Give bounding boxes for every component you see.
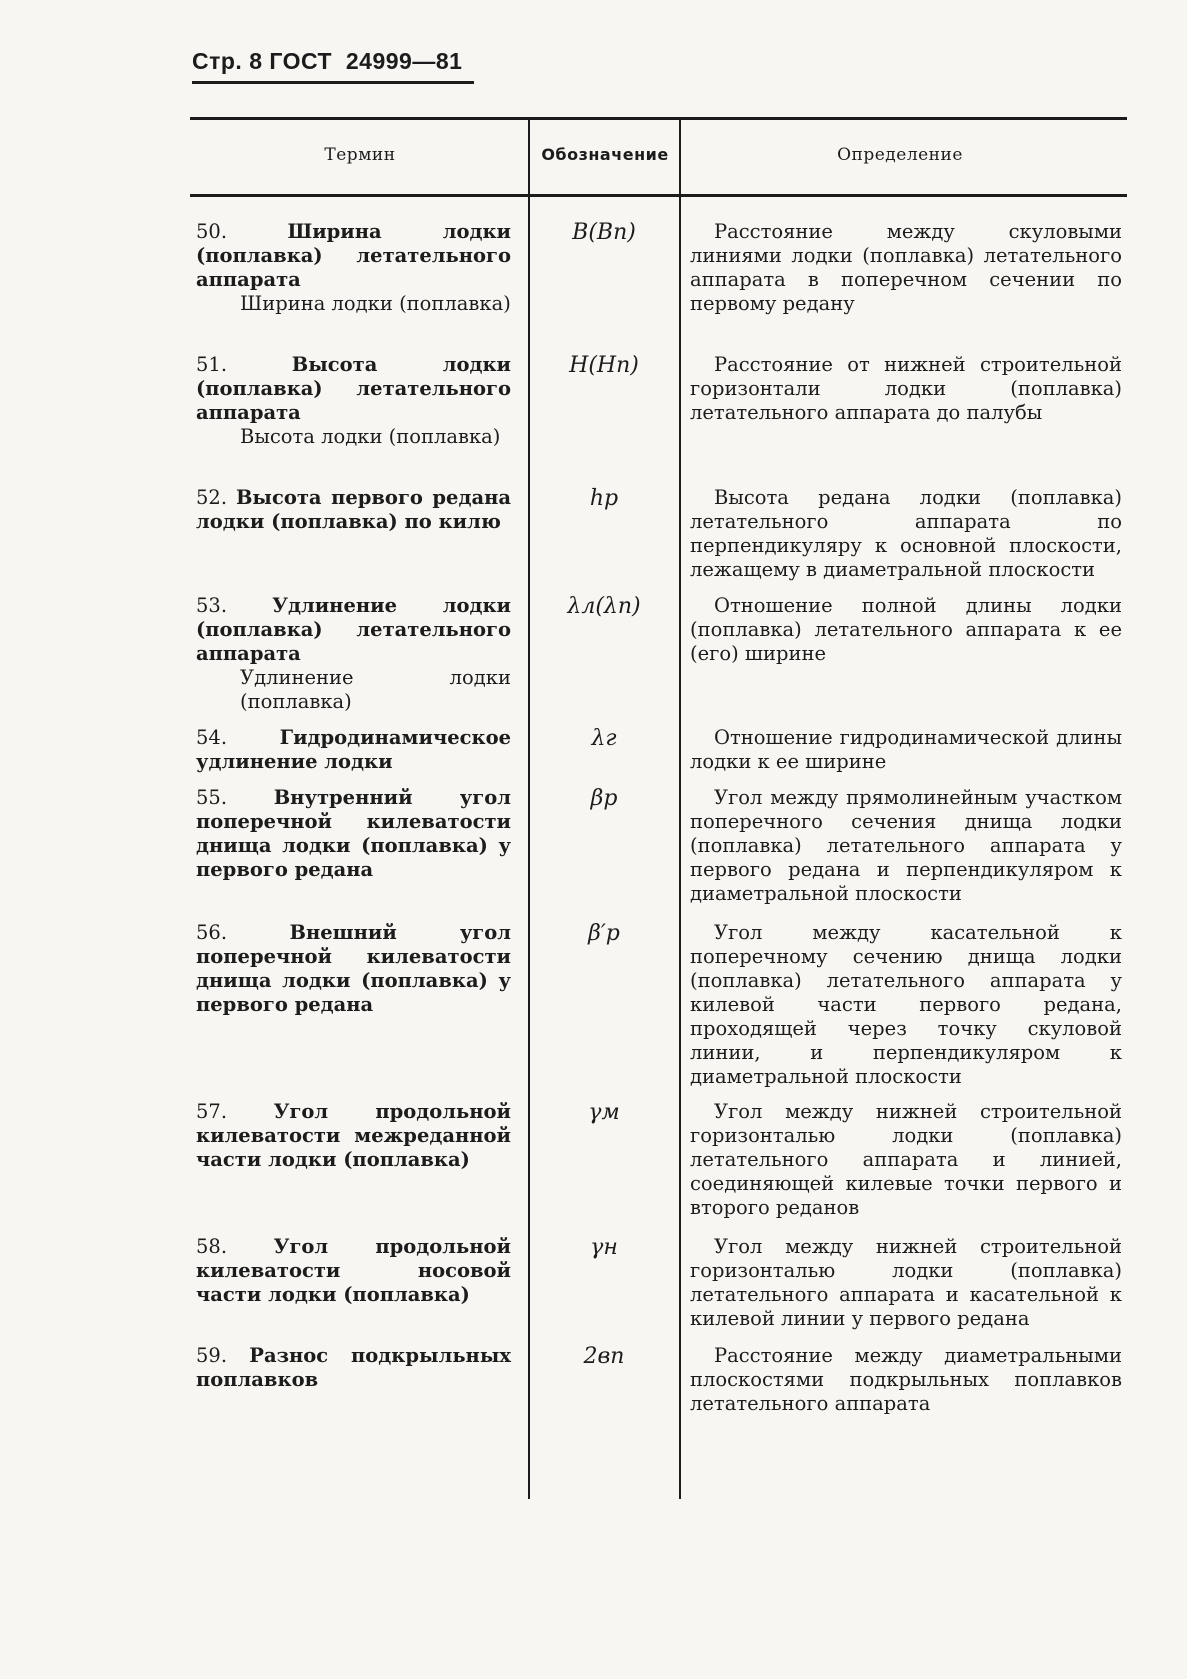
- term-number: 57.: [196, 1100, 228, 1123]
- term-number: 54.: [196, 726, 228, 749]
- table-top-rule: [190, 117, 1127, 120]
- term-number: 51.: [196, 353, 228, 376]
- symbol-cell: B(Bп): [572, 220, 636, 245]
- symbol-cell: λл(λп): [567, 594, 641, 619]
- definition-cell: Угол между нижней строительной горизонталью лодки (поплавка) летательного аппарата и линией, соединяющей килевые точки первого и второго реданов: [690, 1100, 1122, 1219]
- column-header-symbol: Обозначение: [541, 145, 669, 164]
- term-number: 55.: [196, 786, 228, 809]
- definition-cell: Расстояние от нижней строительной горизонтали лодки (поплавка) летательного аппарата до палубы: [690, 353, 1122, 424]
- symbol-cell: β′р: [588, 921, 620, 946]
- term-text: Удлинение лодки (поплавка) летательного аппарата: [196, 594, 511, 665]
- term-text: Высота лодки (поплавка) летательного аппарата: [196, 353, 511, 424]
- term-text: Разнос подкрыльных поплавков: [196, 1344, 511, 1391]
- term-text: Внутренний угол поперечной килеватости днища лодки (поплавка) у первого редана: [196, 786, 511, 881]
- term-cell: [196, 594, 511, 714]
- definition-cell: Отношение полной длины лодки (поплавка) летательного аппарата к ее (его) ширине: [690, 594, 1122, 665]
- term-synonym: Ширина лодки (поплавка): [240, 292, 511, 315]
- term-text: Ширина лодки (поплавка) летательного аппарата: [196, 220, 511, 291]
- term-number: 52.: [196, 486, 228, 509]
- term-number: 50.: [196, 220, 228, 243]
- term-number: 53.: [196, 594, 228, 617]
- term-cell: [196, 726, 511, 774]
- term-synonym: Удлинение лодки (поплавка): [240, 666, 511, 713]
- term-synonym: Высота лодки (поплавка): [240, 425, 501, 448]
- term-number: 59.: [196, 1344, 228, 1367]
- symbol-cell: γн: [590, 1235, 618, 1260]
- definition-cell: Угол между нижней строительной горизонталью лодки (поплавка) летательного аппарата и касательной к килевой линии у первого редана: [690, 1235, 1122, 1330]
- term-number: 58.: [196, 1235, 228, 1258]
- symbol-cell: λг: [591, 726, 617, 751]
- column-divider-2: [679, 119, 681, 1499]
- term-cell: [196, 1344, 511, 1392]
- column-header-term: Термин: [324, 145, 396, 165]
- definition-cell: Расстояние между диаметральными плоскостями подкрыльных поплавков летательного аппарата: [690, 1344, 1122, 1415]
- term-text: Гидродинамическое удлинение лодки: [196, 726, 511, 773]
- term-cell: [196, 220, 511, 316]
- symbol-cell: hр: [589, 486, 619, 511]
- term-cell: [196, 486, 511, 534]
- definition-cell: Угол между прямолинейным участком поперечного сечения днища лодки (поплавка) летательного аппарата у первого редана и перпендикуляром к диаметральной плоскости: [690, 786, 1122, 905]
- definition-cell: Отношение гидродинамической длины лодки к ее ширине: [690, 726, 1122, 773]
- term-text: Высота первого редана лодки (поплавка) по килю: [196, 486, 511, 533]
- symbol-cell: 2вп: [583, 1344, 625, 1369]
- term-cell: [196, 921, 511, 1017]
- term-text: Угол продольной килеватости межреданной части лодки (поплавка): [196, 1100, 511, 1171]
- symbol-cell: βр: [590, 786, 618, 811]
- definition-cell: Угол между касательной к поперечному сечению днища лодки (поплавка) летательного аппарата у килевой части первого редана, проходящей через точку скуловой линии, и перпендикуляром к диаметральной плоскости: [690, 921, 1122, 1088]
- term-text: Внешний угол поперечной килеватости днища лодки (поплавка) у первого редана: [196, 921, 512, 1016]
- term-cell: [196, 1100, 511, 1172]
- page-header: Стр. 8 ГОСТ 24999—81: [192, 48, 474, 84]
- term-cell: [196, 353, 511, 449]
- term-cell: [196, 1235, 511, 1307]
- definition-cell: Расстояние между скуловыми линиями лодки (поплавка) летательного аппарата в поперечном сечении по первому редану: [690, 220, 1122, 315]
- column-header-definition: Определение: [837, 145, 963, 165]
- symbol-cell: γм: [588, 1100, 620, 1125]
- definition-cell: Высота редана лодки (поплавка) летательного аппарата по перпендикуляру к основной плоскости, лежащему в диаметральной плоскости: [690, 486, 1122, 581]
- term-text: Угол продольной килеватости носовой части лодки (поплавка): [196, 1235, 511, 1306]
- term-number: 56.: [196, 921, 228, 944]
- table-header-rule: [190, 194, 1127, 197]
- symbol-cell: H(Hп): [569, 353, 639, 378]
- term-cell: [196, 786, 511, 882]
